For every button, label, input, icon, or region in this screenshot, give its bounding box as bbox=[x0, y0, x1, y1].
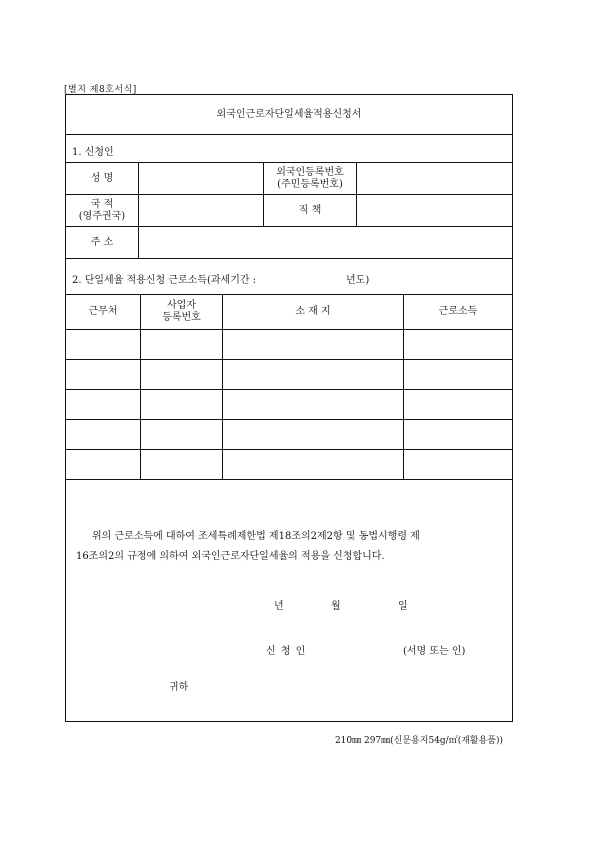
table-row bbox=[66, 330, 512, 360]
section2-heading: 2. 단일세율 적용신청 근로소득(과세기간 : bbox=[72, 275, 257, 286]
address-field[interactable] bbox=[138, 227, 512, 258]
table-row bbox=[66, 390, 512, 420]
application-form bbox=[65, 94, 513, 722]
location-cell[interactable] bbox=[222, 390, 403, 419]
nationality-label-line2: (영주권국) bbox=[78, 210, 126, 222]
table-row bbox=[66, 360, 512, 390]
section1-heading-row bbox=[66, 135, 512, 163]
income-cell[interactable] bbox=[403, 360, 512, 389]
workplace-cell[interactable] bbox=[66, 450, 140, 479]
title-row bbox=[66, 95, 512, 135]
recipient-suffix: 귀하 bbox=[169, 682, 189, 693]
statement-line1: 위의 근로소득에 대하여 조세특례제한법 제18조의2제2항 및 동법시행령 제 bbox=[92, 531, 420, 542]
statement-line2: 16조의2의 규정에 의하여 외국인근로자단일세율의 적용을 신청합니다. bbox=[76, 551, 385, 562]
business-number-cell[interactable] bbox=[140, 450, 222, 479]
table-row bbox=[66, 450, 512, 480]
workplace-cell[interactable] bbox=[66, 330, 140, 359]
nationality-field[interactable] bbox=[138, 195, 263, 226]
income-cell[interactable] bbox=[403, 330, 512, 359]
alien-registration-field[interactable] bbox=[356, 163, 512, 194]
name-field[interactable] bbox=[138, 163, 263, 194]
position-label: 직 책 bbox=[263, 195, 356, 226]
section2-heading-row bbox=[66, 259, 512, 295]
form-number: [별지 제8호서식] bbox=[64, 85, 137, 95]
column-header-workplace: 근무처 bbox=[88, 306, 118, 317]
business-number-cell[interactable] bbox=[140, 360, 222, 389]
column-header-business-number: 사업자 등록번호 bbox=[140, 295, 222, 329]
position-field[interactable] bbox=[356, 195, 512, 226]
workplace-cell[interactable] bbox=[66, 360, 140, 389]
address-row bbox=[66, 227, 512, 259]
business-number-cell[interactable] bbox=[140, 420, 222, 449]
location-cell[interactable] bbox=[222, 330, 403, 359]
income-cell[interactable] bbox=[403, 420, 512, 449]
paper-spec-footer: 210㎜ 297㎜(신문용지54g/㎡(재활용품)) bbox=[334, 736, 503, 746]
location-cell[interactable] bbox=[222, 420, 403, 449]
date-year-label: 년 bbox=[274, 601, 284, 612]
workplace-cell[interactable] bbox=[66, 390, 140, 419]
date-day-label: 일 bbox=[398, 601, 408, 612]
date-month-label: 월 bbox=[331, 601, 341, 612]
income-cell[interactable] bbox=[403, 450, 512, 479]
column-header-income: 근로소득 bbox=[403, 295, 512, 329]
section1-heading: 1. 신청인 bbox=[72, 147, 114, 158]
column-header-location: 소 재 지 bbox=[222, 295, 403, 329]
alien-registration-label bbox=[263, 163, 356, 194]
table-row bbox=[66, 420, 512, 450]
nationality-row bbox=[66, 195, 512, 227]
nationality-label-line1: 국 적 bbox=[90, 198, 114, 210]
location-cell[interactable] bbox=[222, 360, 403, 389]
alien-registration-label-line2: (주민등록번호) bbox=[277, 178, 343, 190]
address-label: 주 소 bbox=[90, 236, 114, 248]
location-cell[interactable] bbox=[222, 450, 403, 479]
workplace-cell[interactable] bbox=[66, 420, 140, 449]
business-number-cell[interactable] bbox=[140, 390, 222, 419]
income-cell[interactable] bbox=[403, 390, 512, 419]
name-label: 성 명 bbox=[90, 172, 114, 184]
signature-label: (서명 또는 인) bbox=[403, 646, 466, 657]
applicant-label: 신 청 인 bbox=[266, 646, 307, 657]
alien-registration-label-line1: 외국인등록번호 bbox=[276, 166, 344, 178]
form-title: 외국인근로자단일세율적용신청서 bbox=[216, 108, 362, 120]
nationality-label bbox=[66, 195, 138, 226]
name-row bbox=[66, 163, 512, 195]
section2-heading-year: 년도) bbox=[346, 275, 370, 286]
income-table-header bbox=[66, 295, 512, 330]
business-number-cell[interactable] bbox=[140, 330, 222, 359]
